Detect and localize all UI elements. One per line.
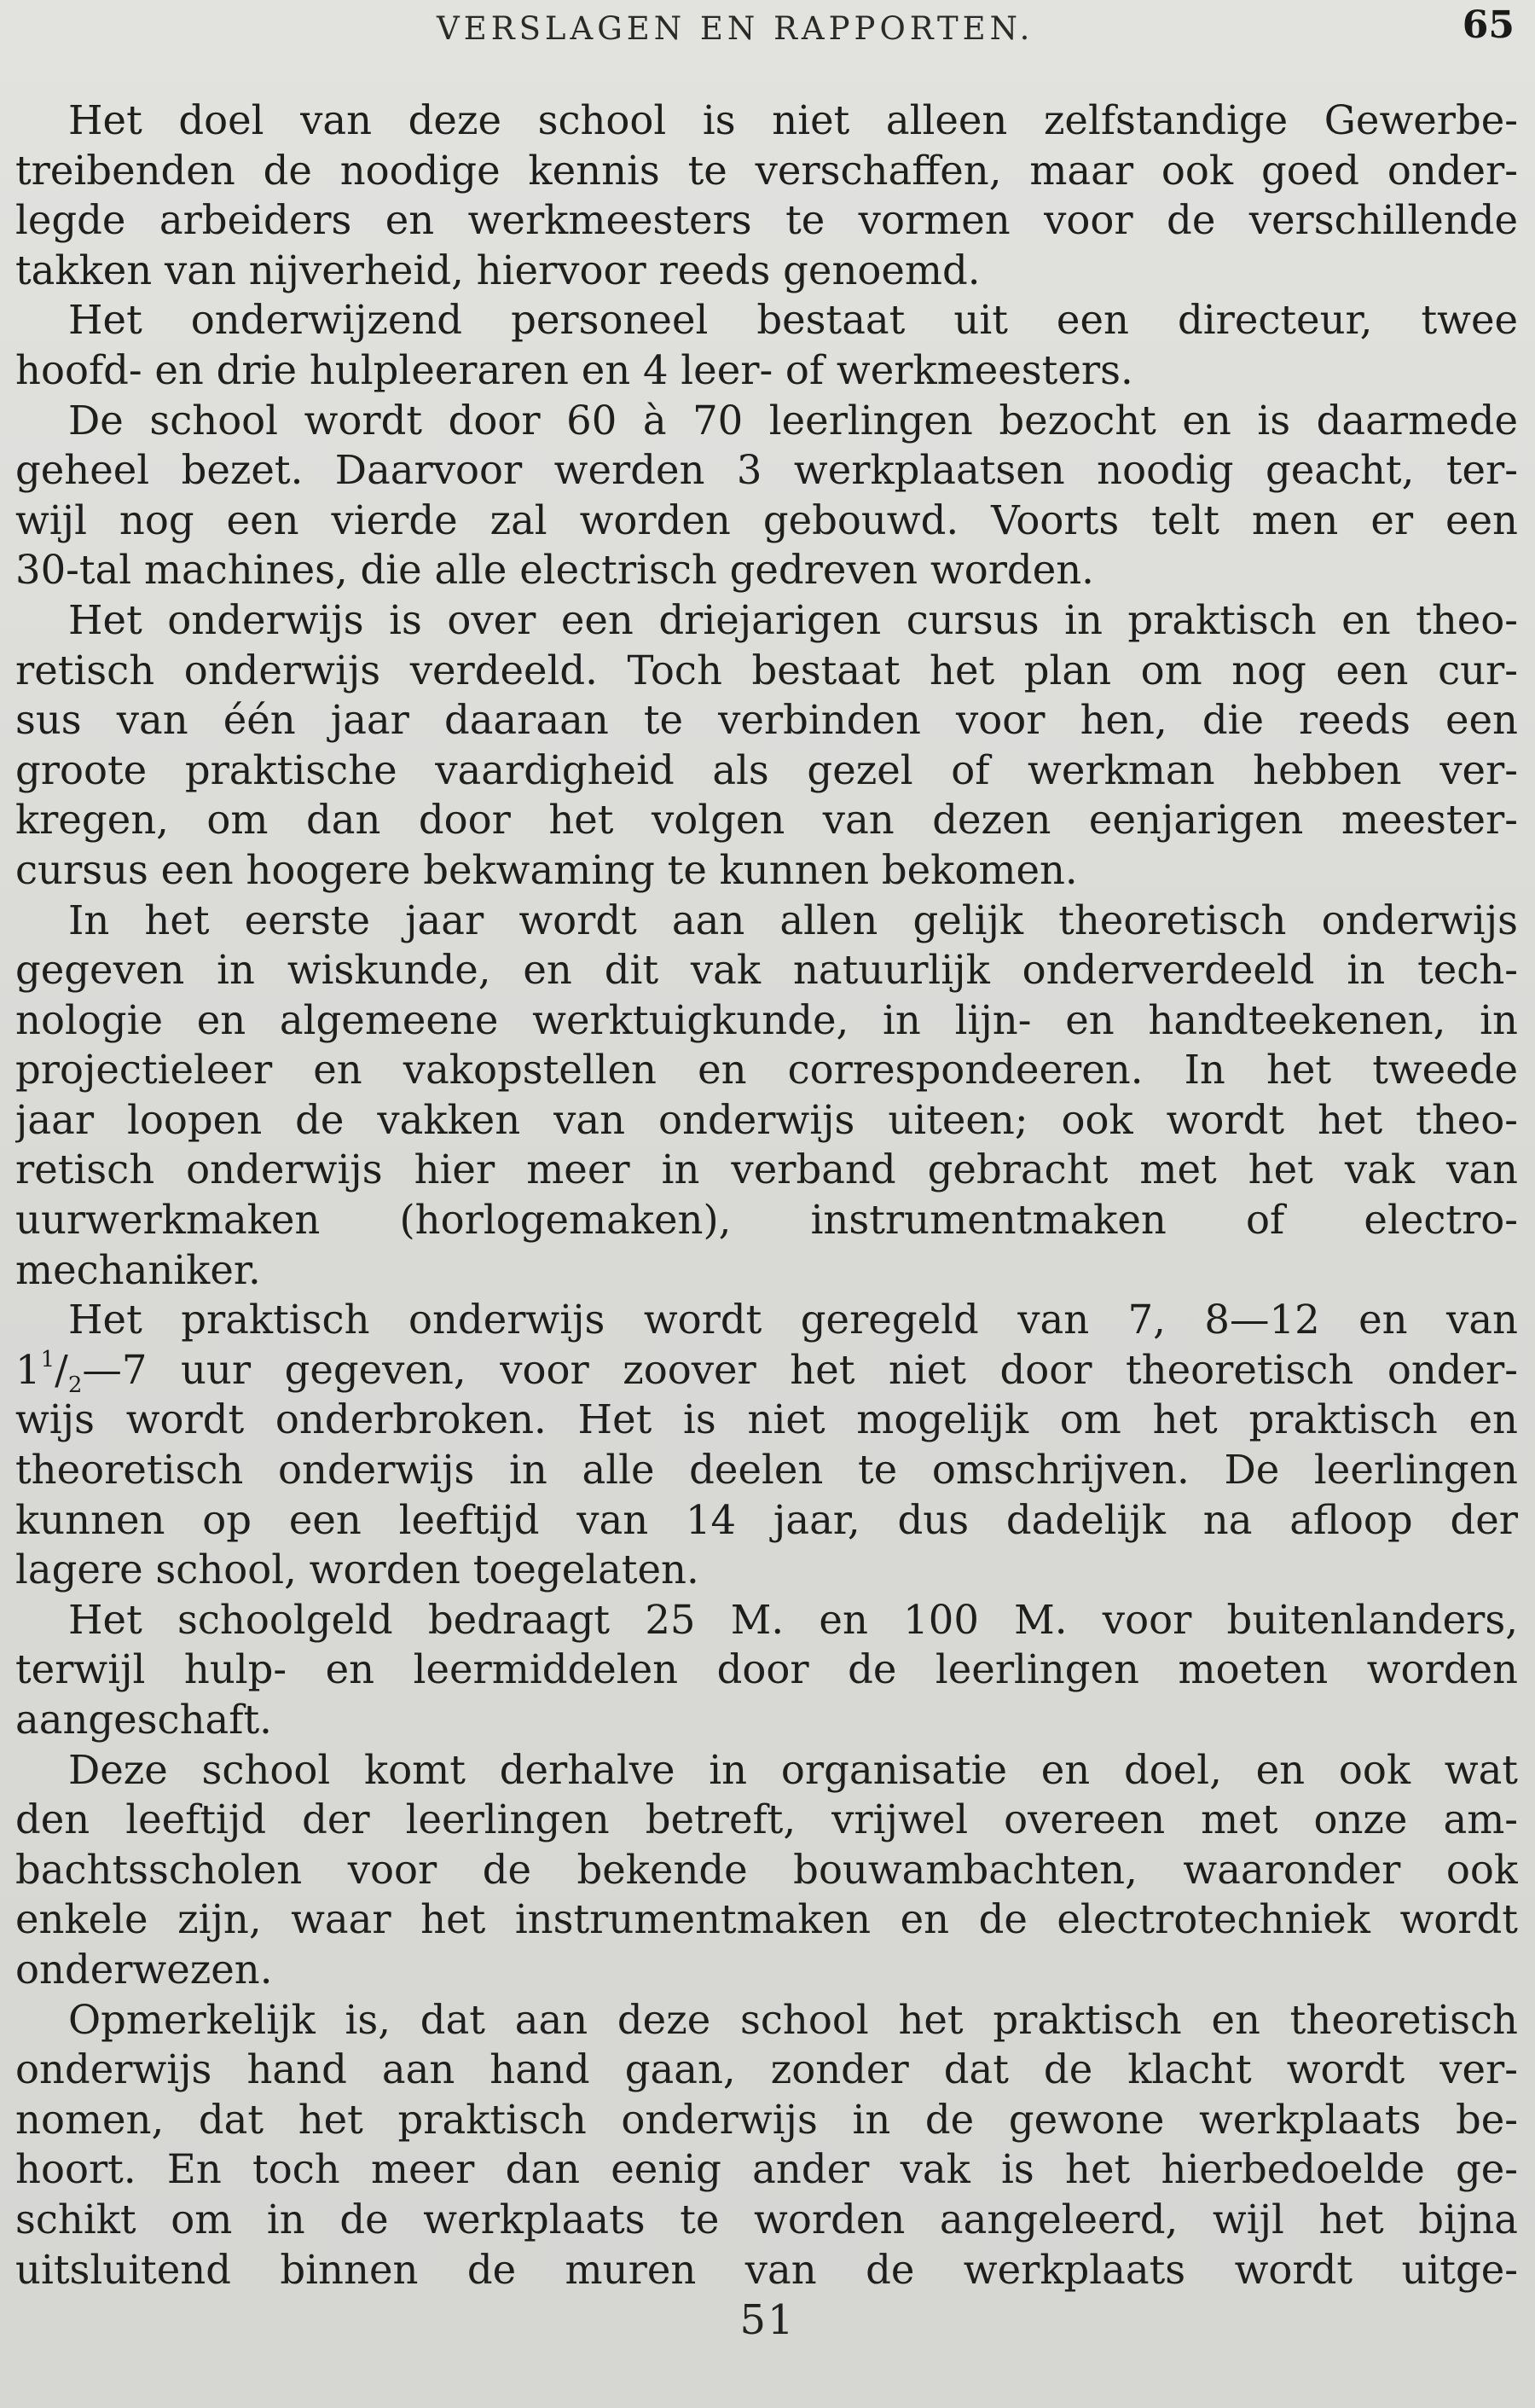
text-line: De school wordt door 60 à 70 leerlingen bezocht en is daarmede bbox=[68, 397, 1518, 444]
text-line: retisch onderwijs verdeeld. Toch bestaat het plan om nog een cur- bbox=[15, 647, 1518, 693]
text-line: Het doel van deze school is niet alleen zelfstandige Gewerbe- bbox=[68, 97, 1518, 143]
text-line: groote praktische vaardigheid als gezel of werkman hebben ver- bbox=[15, 746, 1518, 793]
text-line: In het eerste jaar wordt aan allen gelijk theoretisch onderwijs bbox=[68, 896, 1518, 943]
text-line: hoort. En toch meer dan eenig ander vak is het hierbedoelde ge- bbox=[15, 2146, 1518, 2193]
text-line: den leeftijd der leerlingen betreft, vrijwel overeen met onze am- bbox=[15, 1796, 1518, 1843]
running-title: VERSLAGEN EN RAPPORTEN. bbox=[437, 10, 1034, 47]
text-line: gegeven in wiskunde, en dit vak natuurlijk onderverdeeld in tech- bbox=[15, 947, 1518, 994]
text-line: jaar loopen de vakken van onderwijs uiteen; ook wordt het theo- bbox=[15, 1096, 1518, 1143]
text-line-remainder: —7 uur gegeven, voor zoover het niet door theoretisch onder- bbox=[82, 1346, 1518, 1393]
fraction-whole: 1 bbox=[15, 1346, 41, 1393]
text-line: nomen, dat het praktisch onderwijs in de gewone werkplaats be- bbox=[15, 2096, 1518, 2143]
text-line-with-fraction: $1^1/_2—7$ uur gegeven, voor zoover het niet door theoretisch onder- bbox=[15, 1345, 1518, 1395]
text-line: nologie en algemeene werktuigkunde, in lijn- en handteekenen, in bbox=[15, 996, 1518, 1043]
text-line: uitsluitend binnen de muren van de werkplaats wordt uitge- bbox=[15, 2246, 1518, 2293]
running-header bbox=[0, 3, 1535, 55]
fraction-numerator: 1 bbox=[40, 1346, 55, 1372]
text-line: Het onderwijs is over een driejarigen cursus in praktisch en theo- bbox=[68, 596, 1518, 643]
text-line: aangeschaft. bbox=[15, 1697, 272, 1743]
text-line: theoretisch onderwijs in alle deelen te omschrijven. De leerlingen bbox=[15, 1447, 1518, 1494]
text-line: kunnen op een leeftijd van 14 jaar, dus dadelijk na afloop der bbox=[15, 1496, 1518, 1543]
text-line: projectieleer en vakopstellen en correspondeeren. In het tweede bbox=[15, 1047, 1518, 1094]
text-line: onderwezen. bbox=[15, 1946, 273, 1993]
text-line: retisch onderwijs hier meer in verband gebracht met het vak van bbox=[15, 1146, 1518, 1193]
text-line: kregen, om dan door het volgen van dezen eenjarigen meester- bbox=[15, 797, 1518, 844]
text-line: hoofd- en drie hulpleeraren en 4 leer- of werkmeesters. bbox=[15, 346, 1133, 393]
fraction-denominator: 2 bbox=[67, 1372, 83, 1395]
text-line: Opmerkelijk is, dat aan deze school het praktisch en theoretisch bbox=[68, 1996, 1518, 2043]
text-line: enkele zijn, waar het instrumentmaken en de electrotechniek wordt bbox=[15, 1896, 1518, 1943]
text-line: takken van nijverheid, hiervoor reeds genoemd. bbox=[15, 247, 981, 293]
text-line: bachtsscholen voor de bekende bouwambachten, waaronder ook bbox=[15, 1846, 1518, 1893]
text-line: lagere school, worden toegelaten. bbox=[15, 1546, 699, 1593]
text-line: schikt om in de werkplaats te worden aangeleerd, wijl het bijna bbox=[15, 2196, 1518, 2243]
signature-mark: 51 bbox=[739, 2296, 796, 2344]
text-line: wijs wordt onderbroken. Het is niet mogelijk om het praktisch en bbox=[15, 1396, 1518, 1443]
text-line: sus van één jaar daaraan te verbinden voor hen, die reeds een bbox=[15, 697, 1518, 744]
text-line: treibenden de noodige kennis te verschaffen, maar ook goed onder- bbox=[15, 147, 1518, 194]
text-line: Het schoolgeld bedraagt 25 M. en 100 M. voor buitenlanders, bbox=[68, 1596, 1518, 1643]
text-line: wijl nog een vierde zal worden gebouwd. Voorts telt men er een bbox=[15, 496, 1518, 543]
text-line: mechaniker. bbox=[15, 1246, 261, 1293]
text-line: geheel bezet. Daarvoor werden 3 werkplaatsen noodig geacht, ter- bbox=[15, 447, 1518, 494]
text-line: onderwijs hand aan hand gaan, zonder dat de klacht wordt ver- bbox=[15, 2046, 1518, 2093]
text-line: Het praktisch onderwijs wordt geregeld van 7, 8—12 en van bbox=[68, 1297, 1518, 1343]
text-line: uurwerkmaken (horlogemaken), instrumentmaken of electro- bbox=[15, 1197, 1518, 1244]
text-line: cursus een hoogere bekwaming te kunnen bekomen. bbox=[15, 846, 1078, 893]
page-number: 65 bbox=[1462, 3, 1515, 47]
body-text bbox=[15, 96, 1518, 2295]
text-line: 30-tal machines, die alle electrisch gedreven worden. bbox=[15, 547, 1094, 594]
text-line: Deze school komt derhalve in organisatie en doel, en ook wat bbox=[68, 1746, 1518, 1793]
text-line: Het onderwijzend personeel bestaat uit een directeur, twee bbox=[68, 297, 1518, 344]
text-line: terwijl hulp- en leermiddelen door de leerlingen moeten worden bbox=[15, 1646, 1518, 1693]
text-line: legde arbeiders en werkmeesters te vormen voor de verschillende bbox=[15, 197, 1518, 244]
